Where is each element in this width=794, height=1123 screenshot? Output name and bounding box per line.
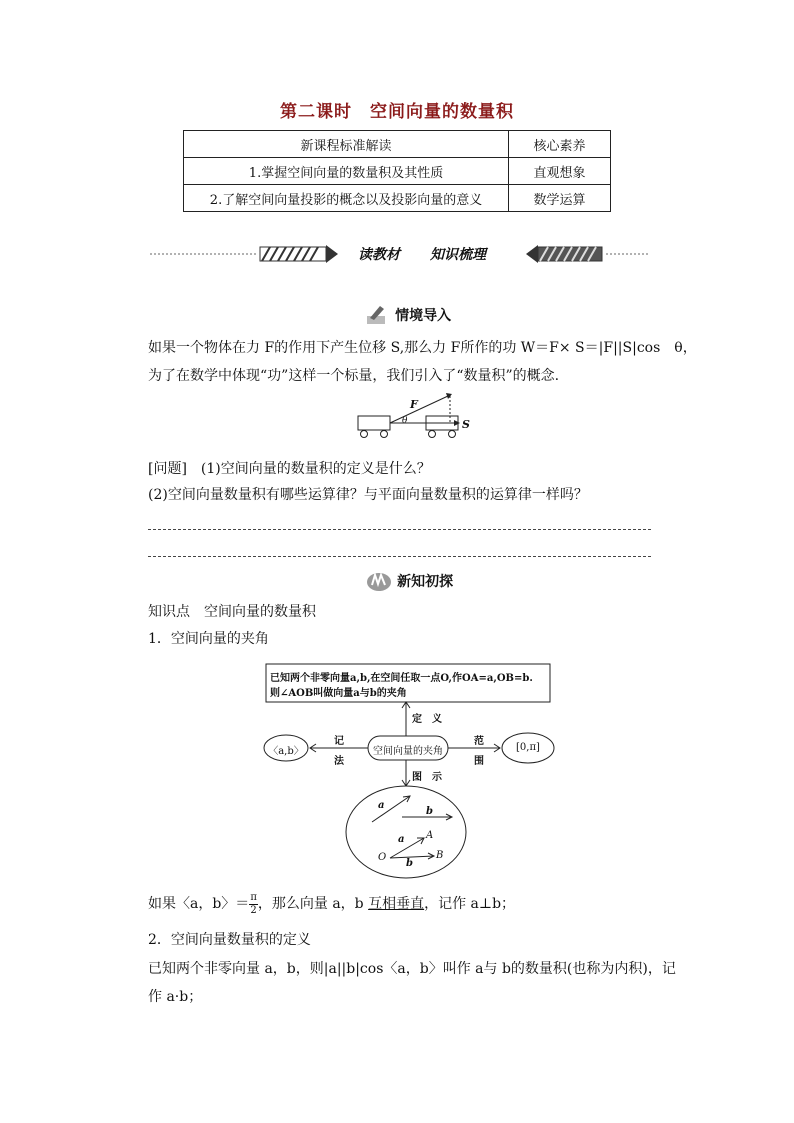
book-icon (366, 570, 392, 592)
situation-line-2: 为了在数学中体现“功”这样一个标量，我们引入了“数量积”的概念. (148, 368, 560, 384)
new-knowledge-heading-text: 新知初探 (397, 574, 454, 590)
force-figure (350, 392, 480, 444)
table-cell: 直观想象 (509, 158, 611, 185)
situation-heading-text: 情境导入 (395, 308, 452, 324)
definition-2-line-1: 已知两个非零向量 a，b，则|a||b|cos〈a，b〉叫作 a与 b的数量积(也称为内积)，记 (148, 961, 676, 977)
answer-line (148, 529, 651, 530)
perp-underlined: 互相垂直 (368, 896, 425, 912)
page-title: 第二课时 空间向量的数量积 (280, 102, 514, 122)
table-header-cell: 新课程标准解读 (184, 131, 509, 158)
table-cell: 1.掌握空间向量的数量积及其性质 (184, 158, 509, 185)
vector-b-label: b (406, 858, 413, 869)
question-line-1: [问题] (1)空间向量的数量积的定义是什么？ (148, 461, 431, 477)
definition-line-2: 则∠AOB叫做向量a与b的夹角 (270, 688, 407, 699)
banner-decoration (150, 241, 650, 267)
table-row (184, 185, 611, 212)
perpendicular-line (148, 890, 515, 918)
define-label: 定 义 (412, 714, 442, 725)
point-b-label: B (436, 850, 444, 861)
perp-suffix: ，记作 a⊥b； (424, 896, 516, 912)
table-cell: 2.了解空间向量投影的概念以及投影向量的意义 (184, 185, 509, 212)
hatched-arrow-left-icon (260, 245, 338, 263)
fraction-denominator: 2 (250, 904, 257, 916)
question-line-2: (2)空间向量数量积有哪些运算律？与平面向量数量积的运算律一样吗？ (148, 487, 588, 503)
table-cell: 数学运算 (509, 185, 611, 212)
item-1-heading: 1．空间向量的夹角 (148, 631, 269, 647)
fraction-numerator: π (250, 891, 257, 903)
notation-label-2: 法 (334, 756, 344, 767)
definition-line-1: 已知两个非零向量a,b,在空间任取一点O,作OA=a,OB=b. (270, 673, 533, 684)
illustration-label: 图 示 (412, 772, 442, 783)
section-banner (150, 241, 650, 267)
range-label-2: 围 (474, 756, 484, 767)
banner-right-text: 知识梳理 (430, 247, 486, 263)
displacement-label: S (462, 418, 470, 431)
center-node: 空间向量的夹角 (373, 746, 443, 757)
new-knowledge-heading (366, 570, 453, 592)
situation-heading (364, 304, 451, 326)
hatched-arrow-right-icon (526, 245, 602, 263)
situation-line-1: 如果一个物体在力 F的作用下产生位移 S,那么力 F所作的功 W＝F× S＝|F||S|cos θ， (148, 340, 697, 356)
force-label: F (410, 398, 418, 411)
perp-prefix: 如果〈a，b〉＝ (148, 896, 250, 912)
point-o-label: O (378, 852, 387, 863)
notation-node: 〈a,b〉 (268, 746, 304, 757)
angle-concept-diagram (262, 662, 562, 884)
item-2-heading: 2．空间向量数量积的定义 (148, 932, 311, 948)
point-a-label: A (426, 830, 434, 841)
vector-b-label: b (426, 806, 433, 817)
answer-line (148, 556, 651, 557)
definition-2-line-2: 作 a·b； (148, 989, 203, 1005)
table-header-cell: 核心素养 (509, 131, 611, 158)
banner-left-text: 读教材 (358, 247, 400, 263)
standards-table (183, 130, 611, 212)
perp-mid: ，那么向量 a，b (257, 896, 369, 912)
range-node: [0,π] (516, 742, 540, 753)
knowledge-point: 知识点 空间向量的数量积 (148, 604, 316, 620)
pen-icon (364, 304, 390, 326)
angle-label: θ (402, 416, 408, 426)
vector-a-label: a (378, 800, 385, 811)
table-row (184, 158, 611, 185)
table-row (184, 131, 611, 158)
range-label-1: 范 (474, 736, 484, 747)
vector-a-label: a (398, 834, 405, 845)
fraction (249, 892, 258, 917)
notation-label-1: 记 (334, 736, 344, 747)
